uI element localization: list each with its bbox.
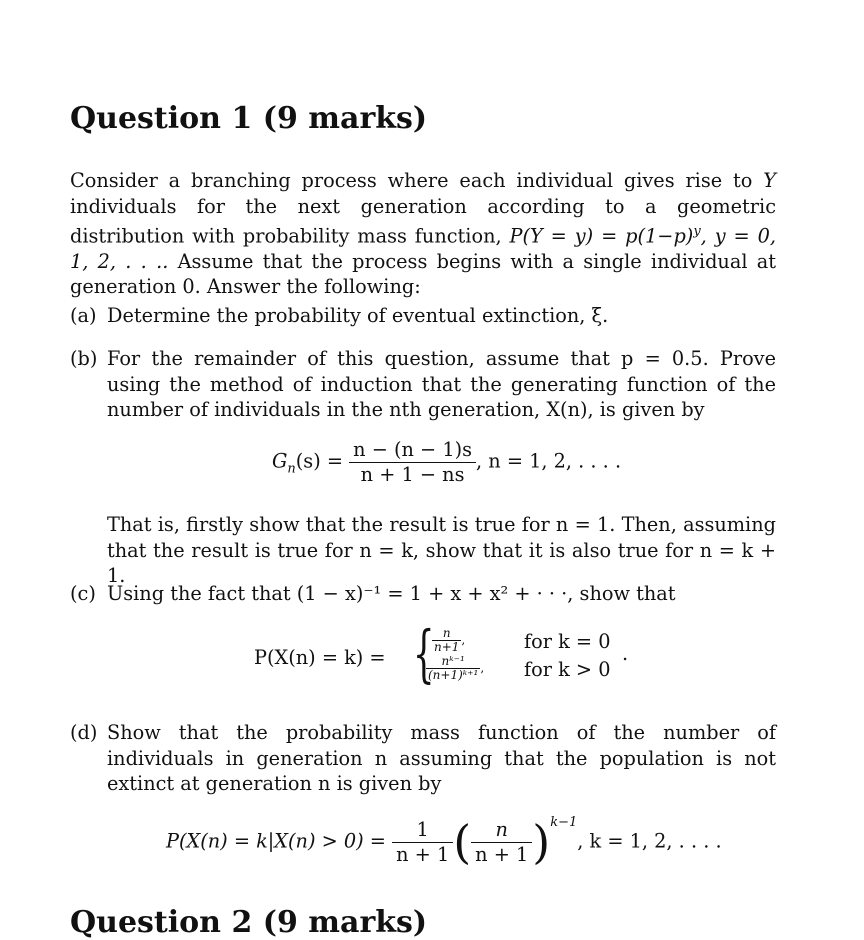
part-b-text2: That is, firstly show that the result is true for n = 1. Then, assuming that the result is true for n = k, show that it is also true for n = k + 1. [107, 513, 776, 587]
case2-condition: for k > 0 [524, 658, 611, 681]
part-a-label: (a) [70, 304, 97, 327]
part-b-label: (b) [70, 347, 98, 370]
frac-n-over-n-plus-1: $\frac{n}{n + 1}$ [471, 818, 532, 867]
next-question-title: Question 2 (9 marks) [70, 905, 428, 940]
case1-condition: for k = 0 [524, 630, 611, 653]
frac-one-over-n-plus-1: $\frac{1}{n + 1}$ [392, 818, 453, 867]
case2-value: $\frac{\text{nᵏ⁻¹}}{\text{(n+1)ᵏ⁺¹}}$ , [428, 654, 485, 682]
part-a [70, 303, 776, 329]
part-d-label: (d) [70, 721, 98, 744]
part-c: (c) Using the fact that (1 − x)⁻¹ = 1 + x + x² + · · ·, show that P(X(n) = k) = { $\frac{n}{n+1}$ , for k = 0 $\frac{\text{nᵏ⁻¹}}{\text{(n+1)ᵏ⁺¹}}$ , for k > 0 . [70, 581, 776, 701]
case1-value: $\frac{n}{n+1}$ , [434, 626, 466, 654]
part-d-text: Show that the probability mass function of the number of individuals in generation n assuming that the population is not extinct at generation n is given by [107, 721, 776, 795]
part-d [70, 720, 776, 880]
part-b-text: For the remainder of this question, assume that p = 0.5. Prove using the method of induction that the generating function of the number of individuals in the nth generation, X(n), is given by [107, 347, 776, 421]
part-c-text: Using the fact that (1 − x)⁻¹ = 1 + x + x² + · · ·, show that [107, 582, 676, 605]
conditional-pmf-equation: P(X(n) = k|X(n) > 0) = $\frac{1}{n + 1}$ ( $\frac{n}{n + 1}$ )$^{k-1}$, k = 1, 2, . . . . [166, 814, 722, 869]
gf-fraction: $\frac{n - (n - 1)s}{n + 1 - ns}$ [349, 438, 476, 487]
question-title: Question 1 (9 marks) [70, 101, 428, 136]
part-a-text: Determine the probability of eventual extinction, ξ. [107, 304, 609, 327]
left-brace: { [412, 617, 435, 690]
generating-function-equation: $G_n(s)$ = $\frac{n - (n - 1)s}{n + 1 - ns}$ , n = 1, 2, . . . . [272, 438, 622, 486]
intro-paragraph: Consider a branching process where each individual gives rise to Y individuals for the next generation according to a geometric distribution with probability mass function, $P(Y = y) = p(1-p)^y$, y = 0, 1, 2, . . .. Assume that the process begins with a single individual at generation 0. Answer the following: [70, 169, 776, 299]
part-c-label: (c) [70, 582, 96, 605]
part-b [70, 346, 776, 587]
